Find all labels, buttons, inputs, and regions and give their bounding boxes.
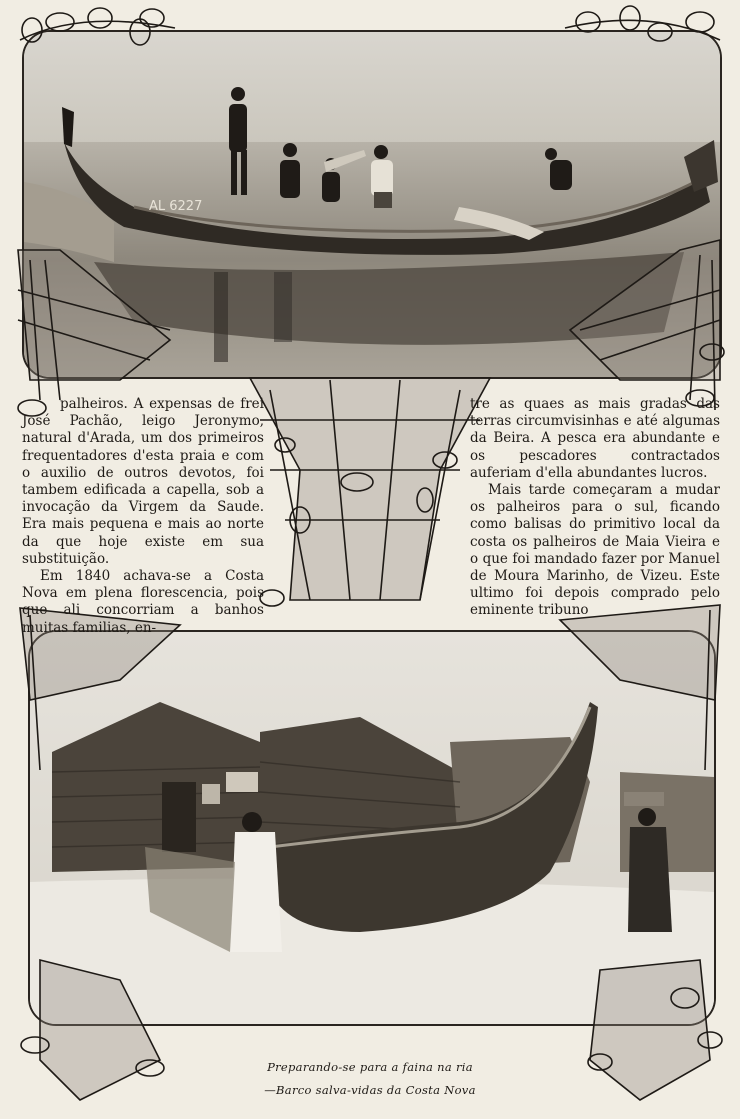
photo-lifeboat-image <box>30 632 714 1024</box>
paragraph: Mais tarde começaram a mudar os palheiros para o sul, ficando como balisas do primitivo local da costa os palheiros de Maia Vieira e o que foi mandado fazer por Manuel de Moura Marinho, de Vizeu. Este ultimo foi depois comprado pelo eminente tribuno <box>470 482 720 619</box>
photo-fishing-boat-on-ria <box>22 30 722 379</box>
boat-registration: AL 6227 <box>149 199 203 214</box>
article-column-left <box>22 396 264 637</box>
article-column-right <box>470 396 720 620</box>
photo-caption-top: Preparando-se para a faina na ria <box>267 1060 473 1074</box>
photo-fishing-boat-image <box>24 32 720 377</box>
photo-caption-bottom: —Barco salva-vidas da Costa Nova <box>264 1083 476 1097</box>
photo-lifeboat-costa-nova <box>28 630 716 1026</box>
paragraph: palheiros. A expensas de frei José Pachão, leigo Jeronymo, natural d'Arada, um dos primeiros frequentadores d'esta praia e com o auxilio de outros devotos, foi tambem edificada a capella, sob a invocação da Virgem da Saude. Era mais pequena e mais ao norte da que hoje existe em sua substituição. <box>22 396 264 567</box>
paragraph: tre as quaes as mais gradas das terras circumvisinhas e até algumas da Beira. A pesca era abundante e os pescadores contractados auferiam d'ella abundantes lucros. <box>470 396 720 481</box>
paragraph: Em 1840 achava-se a Costa Nova em plena florescencia, pois que ali concorriam a banhos muitas familias, en- <box>22 568 264 636</box>
